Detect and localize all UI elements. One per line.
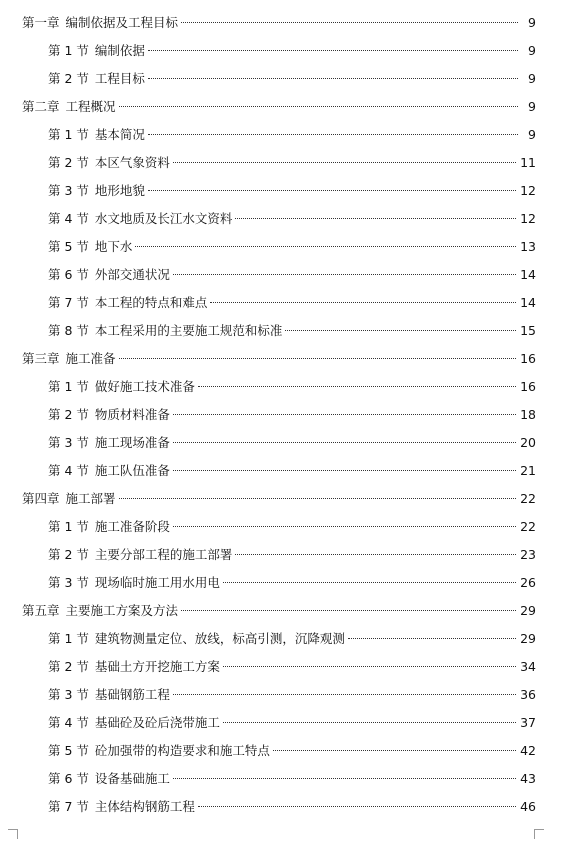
toc-section-entry[interactable]	[22, 737, 536, 765]
toc-entry-title: 设备基础施工	[94, 771, 170, 786]
section-number: 第 2 节	[48, 547, 89, 562]
toc-entry-title: 施工准备阶段	[94, 519, 170, 534]
dot-leader	[348, 637, 516, 639]
page-number: 29	[520, 631, 536, 646]
toc-entry-title: 工程概况	[65, 99, 116, 114]
toc-section-entry[interactable]	[22, 709, 536, 737]
dot-leader	[273, 749, 516, 751]
chapter-number: 第五章	[22, 603, 60, 618]
toc-chapter-entry[interactable]	[22, 345, 536, 373]
page-number: 9	[528, 43, 536, 58]
dot-leader	[181, 21, 518, 23]
dot-leader	[285, 329, 516, 331]
page-number: 16	[520, 379, 536, 394]
page-number: 36	[520, 687, 536, 702]
section-number: 第 3 节	[48, 575, 89, 590]
toc-section-entry[interactable]	[22, 653, 536, 681]
page-number: 22	[520, 491, 536, 506]
page-corner-mark-left	[8, 829, 18, 839]
page-corner-mark-right	[534, 829, 544, 839]
toc-section-entry[interactable]	[22, 233, 536, 261]
dot-leader	[210, 301, 516, 303]
toc-entry-title: 施工准备	[65, 351, 116, 366]
dot-leader	[198, 385, 516, 387]
toc-section-entry[interactable]	[22, 177, 536, 205]
toc-entry-title: 施工现场准备	[94, 435, 170, 450]
section-number: 第 6 节	[48, 771, 89, 786]
section-number: 第 2 节	[48, 407, 89, 422]
page-number: 11	[520, 155, 536, 170]
page-number: 9	[528, 15, 536, 30]
page-number: 9	[528, 71, 536, 86]
toc-entry-title: 现场临时施工用水用电	[94, 575, 220, 590]
section-number: 第 5 节	[48, 743, 89, 758]
section-number: 第 4 节	[48, 715, 89, 730]
page-number: 12	[520, 211, 536, 226]
table-of-contents	[22, 9, 536, 821]
toc-entry-title: 本工程的特点和难点	[94, 295, 208, 310]
toc-section-entry[interactable]	[22, 765, 536, 793]
toc-section-entry[interactable]	[22, 513, 536, 541]
chapter-number: 第三章	[22, 351, 60, 366]
section-number: 第 1 节	[48, 631, 89, 646]
page-number: 22	[520, 519, 536, 534]
dot-leader	[235, 553, 516, 555]
page-number: 43	[520, 771, 536, 786]
section-number: 第 6 节	[48, 267, 89, 282]
section-number: 第 7 节	[48, 799, 89, 814]
toc-section-entry[interactable]	[22, 317, 536, 345]
page-number: 9	[528, 99, 536, 114]
section-number: 第 4 节	[48, 463, 89, 478]
toc-entry-title: 基础砼及砼后浇带施工	[94, 715, 220, 730]
toc-entry-title: 砼加强带的构造要求和施工特点	[94, 743, 270, 758]
chapter-number: 第二章	[22, 99, 60, 114]
page-number: 29	[520, 603, 536, 618]
toc-section-entry[interactable]	[22, 681, 536, 709]
toc-entry-title: 主要分部工程的施工部署	[94, 547, 233, 562]
toc-chapter-entry[interactable]	[22, 485, 536, 513]
toc-chapter-entry[interactable]	[22, 9, 536, 37]
dot-leader	[119, 105, 518, 107]
toc-entry-title: 建筑物测量定位、放线，标高引测，沉降观测	[94, 631, 345, 646]
toc-entry-title: 做好施工技术准备	[94, 379, 195, 394]
dot-leader	[223, 581, 516, 583]
toc-section-entry[interactable]	[22, 401, 536, 429]
dot-leader	[173, 693, 516, 695]
toc-chapter-entry[interactable]	[22, 93, 536, 121]
chapter-number: 第四章	[22, 491, 60, 506]
toc-entry-title: 主体结构钢筋工程	[94, 799, 195, 814]
dot-leader	[173, 777, 516, 779]
page-number: 9	[528, 127, 536, 142]
page-number: 12	[520, 183, 536, 198]
page-number: 16	[520, 351, 536, 366]
section-number: 第 3 节	[48, 687, 89, 702]
toc-entry-title: 基本简况	[94, 127, 145, 142]
section-number: 第 7 节	[48, 295, 89, 310]
dot-leader	[173, 469, 516, 471]
toc-entry-title: 工程目标	[94, 71, 145, 86]
page-number: 21	[520, 463, 536, 478]
toc-entry-title: 本区气象资料	[94, 155, 170, 170]
toc-section-entry[interactable]	[22, 205, 536, 233]
page-number: 34	[520, 659, 536, 674]
toc-section-entry[interactable]	[22, 37, 536, 65]
dot-leader	[119, 357, 517, 359]
toc-section-entry[interactable]	[22, 569, 536, 597]
section-number: 第 1 节	[48, 519, 89, 534]
page-number: 42	[520, 743, 536, 758]
dot-leader	[135, 245, 516, 247]
dot-leader	[119, 497, 517, 499]
section-number: 第 3 节	[48, 435, 89, 450]
section-number: 第 1 节	[48, 127, 89, 142]
toc-section-entry[interactable]	[22, 65, 536, 93]
dot-leader	[198, 805, 516, 807]
dot-leader	[148, 49, 518, 51]
page-number: 14	[520, 267, 536, 282]
toc-entry-title: 编制依据及工程目标	[65, 15, 179, 30]
dot-leader	[173, 441, 516, 443]
page-number: 20	[520, 435, 536, 450]
section-number: 第 3 节	[48, 183, 89, 198]
section-number: 第 8 节	[48, 323, 89, 338]
toc-entry-title: 水文地质及长江水文资料	[94, 211, 233, 226]
toc-section-entry[interactable]	[22, 373, 536, 401]
section-number: 第 4 节	[48, 211, 89, 226]
page-number: 18	[520, 407, 536, 422]
dot-leader	[181, 609, 516, 611]
toc-entry-title: 基础土方开挖施工方案	[94, 659, 220, 674]
page-number: 46	[520, 799, 536, 814]
dot-leader	[235, 217, 516, 219]
toc-section-entry[interactable]	[22, 541, 536, 569]
section-number: 第 1 节	[48, 43, 89, 58]
dot-leader	[173, 413, 516, 415]
section-number: 第 1 节	[48, 379, 89, 394]
section-number: 第 5 节	[48, 239, 89, 254]
dot-leader	[148, 77, 518, 79]
toc-entry-title: 外部交通状况	[94, 267, 170, 282]
toc-entry-title: 地形地貌	[94, 183, 145, 198]
page-number: 37	[520, 715, 536, 730]
page-number: 26	[520, 575, 536, 590]
toc-section-entry[interactable]	[22, 149, 536, 177]
toc-section-entry[interactable]	[22, 793, 536, 821]
toc-section-entry[interactable]	[22, 625, 536, 653]
toc-entry-title: 本工程采用的主要施工规范和标准	[94, 323, 283, 338]
section-number: 第 2 节	[48, 71, 89, 86]
dot-leader	[148, 189, 516, 191]
toc-entry-title: 编制依据	[94, 43, 145, 58]
toc-section-entry[interactable]	[22, 121, 536, 149]
page-number: 23	[520, 547, 536, 562]
toc-entry-title: 基础钢筋工程	[94, 687, 170, 702]
page-number: 15	[520, 323, 536, 338]
dot-leader	[223, 721, 516, 723]
toc-entry-title: 物质材料准备	[94, 407, 170, 422]
toc-section-entry[interactable]	[22, 457, 536, 485]
toc-section-entry[interactable]	[22, 429, 536, 457]
chapter-number: 第一章	[22, 15, 60, 30]
toc-section-entry[interactable]	[22, 289, 536, 317]
dot-leader	[223, 665, 516, 667]
toc-entry-title: 施工队伍准备	[94, 463, 170, 478]
section-number: 第 2 节	[48, 155, 89, 170]
dot-leader	[173, 273, 516, 275]
toc-entry-title: 主要施工方案及方法	[65, 603, 179, 618]
page-number: 14	[520, 295, 536, 310]
section-number: 第 2 节	[48, 659, 89, 674]
toc-entry-title: 施工部署	[65, 491, 116, 506]
dot-leader	[173, 525, 516, 527]
toc-entry-title: 地下水	[94, 239, 133, 254]
toc-chapter-entry[interactable]	[22, 597, 536, 625]
toc-section-entry[interactable]	[22, 261, 536, 289]
page-number: 13	[520, 239, 536, 254]
dot-leader	[148, 133, 518, 135]
dot-leader	[173, 161, 516, 163]
